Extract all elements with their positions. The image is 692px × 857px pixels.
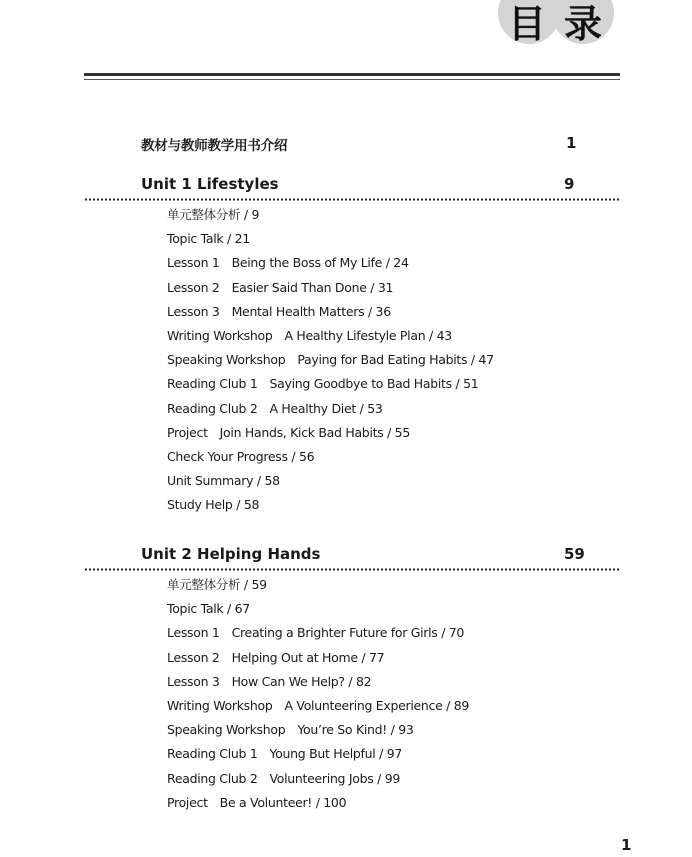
entry-title: Young But Helpful / 97 [269,746,403,762]
page-number: 1 [621,836,632,854]
entry-label: Speaking Workshop [167,352,286,368]
entry-label: Check Your Progress / 56 [167,448,315,464]
entry-title: How Can We Help? / 82 [231,673,372,689]
toc-entry[interactable] [167,472,607,496]
entry-title: Helping Out at Home / 77 [231,649,385,665]
entry-title: Creating a Brighter Future for Girls / 70 [231,625,465,641]
toc-entry[interactable] [167,673,607,697]
entry-label: Topic Talk / 67 [167,601,250,617]
entry-label: 单元整体分析 / 9 [167,207,260,222]
toc-entry[interactable] [167,303,607,327]
toc-intro-page: 1 [566,134,577,152]
toc-entry[interactable] [167,448,607,472]
entry-title: Saying Goodbye to Bad Habits / 51 [269,376,479,392]
toc-entry[interactable] [167,745,607,769]
entry-label: Reading Club 2 [167,770,258,786]
unit-entries [167,576,607,818]
toc-entry[interactable] [167,254,607,278]
toc-entry[interactable] [167,794,607,818]
entry-label: Reading Club 2 [167,400,258,416]
entry-label: Project [167,424,208,440]
entry-label: Lesson 3 [167,303,220,319]
toc-entry[interactable] [167,230,607,254]
entry-label: Speaking Workshop [167,722,286,738]
entry-label: Lesson 1 [167,255,220,271]
entry-title: Join Hands, Kick Bad Habits / 55 [219,424,410,440]
unit-heading[interactable] [0,175,692,197]
unit-entries [167,206,607,520]
toc-entry[interactable] [167,697,607,721]
header-rule-thin [84,79,620,80]
entry-label: Writing Workshop [167,697,273,713]
toc-entry[interactable] [167,279,607,303]
toc-entry[interactable] [167,770,607,794]
entry-title: Easier Said Than Done / 31 [231,279,394,295]
unit-title: Unit 1 Lifestyles [141,175,279,193]
toc-entry[interactable] [167,721,607,745]
toc-entry[interactable] [167,649,607,673]
entry-label: Project [167,794,208,810]
toc-entry[interactable] [167,351,607,375]
toc-entry[interactable] [167,600,607,624]
toc-entry[interactable] [167,496,607,520]
dotted-divider [84,198,620,201]
dotted-divider [84,568,620,571]
unit-page: 59 [564,545,585,563]
entry-label: 单元整体分析 / 59 [167,577,267,592]
entry-label: Lesson 3 [167,673,220,689]
entry-label: Writing Workshop [167,327,273,343]
toc-entry[interactable] [167,375,607,399]
toc-entry[interactable] [167,400,607,424]
entry-label: Reading Club 1 [167,746,258,762]
entry-title: Volunteering Jobs / 99 [269,770,401,786]
toc-entry[interactable] [167,624,607,648]
entry-title: You’re So Kind! / 93 [297,722,414,738]
entry-title: Being the Boss of My Life / 24 [231,255,409,271]
entry-label: Unit Summary / 58 [167,473,280,489]
entry-title: Paying for Bad Eating Habits / 47 [297,352,494,368]
entry-title: A Healthy Lifestyle Plan / 43 [284,327,452,343]
toc-entry[interactable] [167,206,607,230]
unit-title: Unit 2 Helping Hands [141,545,321,563]
title-char: 录 [564,2,603,46]
entry-title: Mental Health Matters / 36 [231,303,391,319]
toc-intro-label: 教材与教师教学用书介绍 [141,138,288,154]
entry-title: A Healthy Diet / 53 [269,400,383,416]
unit-heading[interactable] [0,545,692,567]
contents-title [496,0,620,50]
entry-title: Be a Volunteer! / 100 [219,794,347,810]
toc-entry[interactable] [167,576,607,600]
entry-label: Lesson 2 [167,649,220,665]
entry-title: A Volunteering Experience / 89 [284,697,470,713]
toc-entry[interactable] [167,424,607,448]
toc-entry[interactable] [167,327,607,351]
toc-intro-row[interactable] [0,134,692,154]
unit-page: 9 [564,175,575,193]
entry-label: Lesson 1 [167,625,220,641]
entry-label: Topic Talk / 21 [167,231,250,247]
entry-label: Study Help / 58 [167,497,260,513]
entry-label: Lesson 2 [167,279,220,295]
header-rule [84,73,620,76]
title-char: 目 [508,2,547,46]
entry-label: Reading Club 1 [167,376,258,392]
